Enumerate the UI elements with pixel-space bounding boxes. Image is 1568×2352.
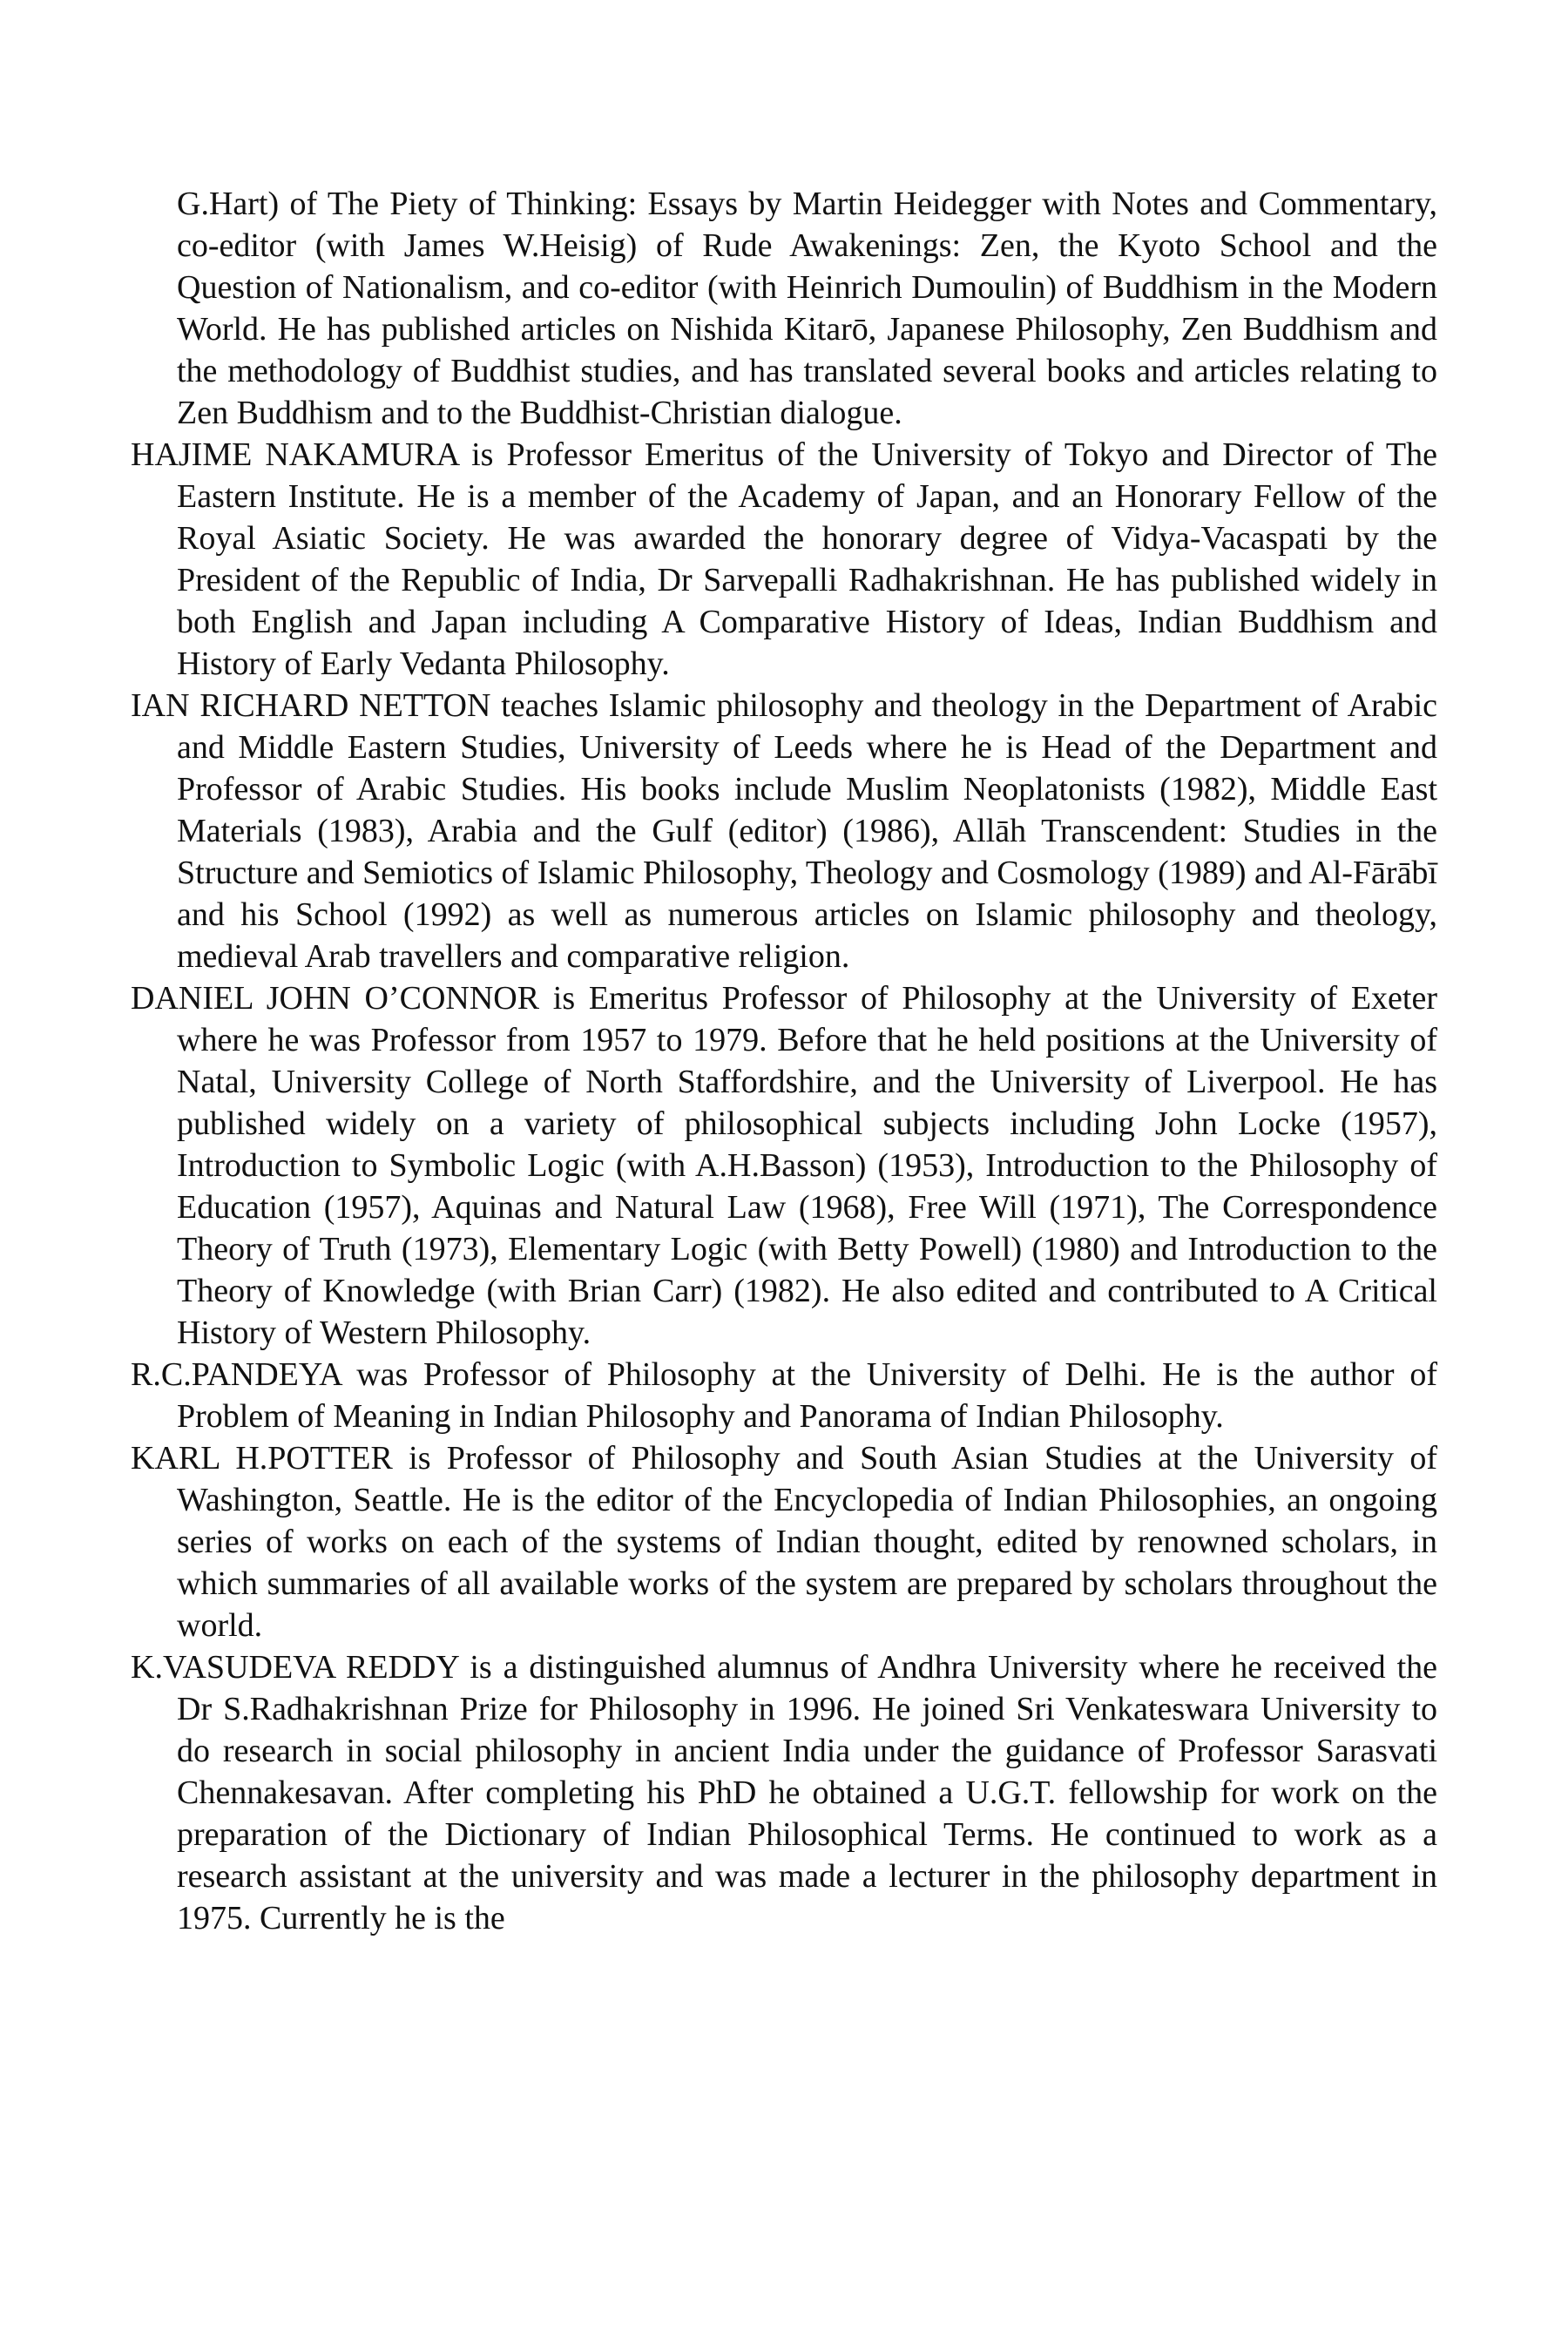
contributor-entry-nakamura: HAJIME NAKAMURA is Professor Emeritus of the University of Tokyo and Director of The Eastern Institute. He is a member of the Academy of Japan, and an Honorary Fellow of the Royal Asiatic Society. He was awarded the honorary degree of Vidya-Vacaspati by the President of the Republic of India, Dr Sarvepalli Radhakrishnan. He has published widely in both English and Japan including A Comparative History of Ideas, Indian Buddhism and History of Early Vedanta Philosophy. (131, 436, 1437, 682)
contributor-entry-reddy: K.VASUDEVA REDDY is a distinguished alumnus of Andhra University where he received the Dr S.Radhakrishnan Prize for Philosophy in 1996. He joined Sri Venkateswara University to do research in social philosophy in ancient India under the guidance of Professor Sarasvati Chennakesavan. After completing his PhD he obtained a U.G.T. fellowship for work on the preparation of the Dictionary of Indian Philosophical Terms. He continued to work as a research assistant at the university and was made a lecturer in the philosophy department in 1975. Currently he is the (131, 1649, 1437, 1936)
contributor-entry-potter: KARL H.POTTER is Professor of Philosophy and South Asian Studies at the University of Washington, Seattle. He is the editor of the Encyclopedia of Indian Philosophies, an ongoing series of works on each of the systems of Indian thought, edited by renowned scholars, in which summaries of all available works of the system are prepared by scholars throughout the world. (131, 1440, 1437, 1644)
contributor-entry-pandeya: R.C.PANDEYA was Professor of Philosophy at the University of Delhi. He is the author of Problem of Meaning in Indian Philosophy and Panorama of Indian Philosophy. (131, 1356, 1437, 1435)
contributors-text (131, 183, 1437, 1939)
contributor-entry-oconnor: DANIEL JOHN O’CONNOR is Emeritus Professor of Philosophy at the University of Exeter where he was Professor from 1957 to 1979. Before that he held positions at the University of Natal, University College of North Staffordshire, and the University of Liverpool. He has published widely on a variety of philosophical subjects including John Locke (1957), Introduction to Symbolic Logic (with A.H.Basson) (1953), Introduction to the Philosophy of Education (1957), Aquinas and Natural Law (1968), Free Will (1971), The Correspondence Theory of Truth (1973), Elementary Logic (with Betty Powell) (1980) and Introduction to the Theory of Knowledge (with Brian Carr) (1982). He also edited and contributed to A Critical History of Western Philosophy. (131, 980, 1437, 1351)
contributor-entry-continuation: G.Hart) of The Piety of Thinking: Essays by Martin Heidegger with Notes and Commentary, co-editor (with James W.Heisig) of Rude Awakenings: Zen, the Kyoto School and the Question of Nationalism, and co-editor (with Heinrich Dumoulin) of Buddhism in the Modern World. He has published articles on Nishida Kitarō, Japanese Philosophy, Zen Buddhism and the methodology of Buddhist studies, and has translated several books and articles relating to Zen Buddhism and to the Buddhist-Christian dialogue. (177, 186, 1437, 431)
contributor-entry-netton: IAN RICHARD NETTON teaches Islamic philosophy and theology in the Department of Arabic and Middle Eastern Studies, University of Leeds where he is Head of the Department and Professor of Arabic Studies. His books include Muslim Neoplatonists (1982), Middle East Materials (1983), Arabia and the Gulf (editor) (1986), Allāh Transcendent: Studies in the Structure and Semiotics of Islamic Philosophy, Theology and Cosmology (1989) and Al-Fārābī and his School (1992) as well as numerous articles on Islamic philosophy and theology, medieval Arab travellers and comparative religion. (131, 687, 1437, 975)
